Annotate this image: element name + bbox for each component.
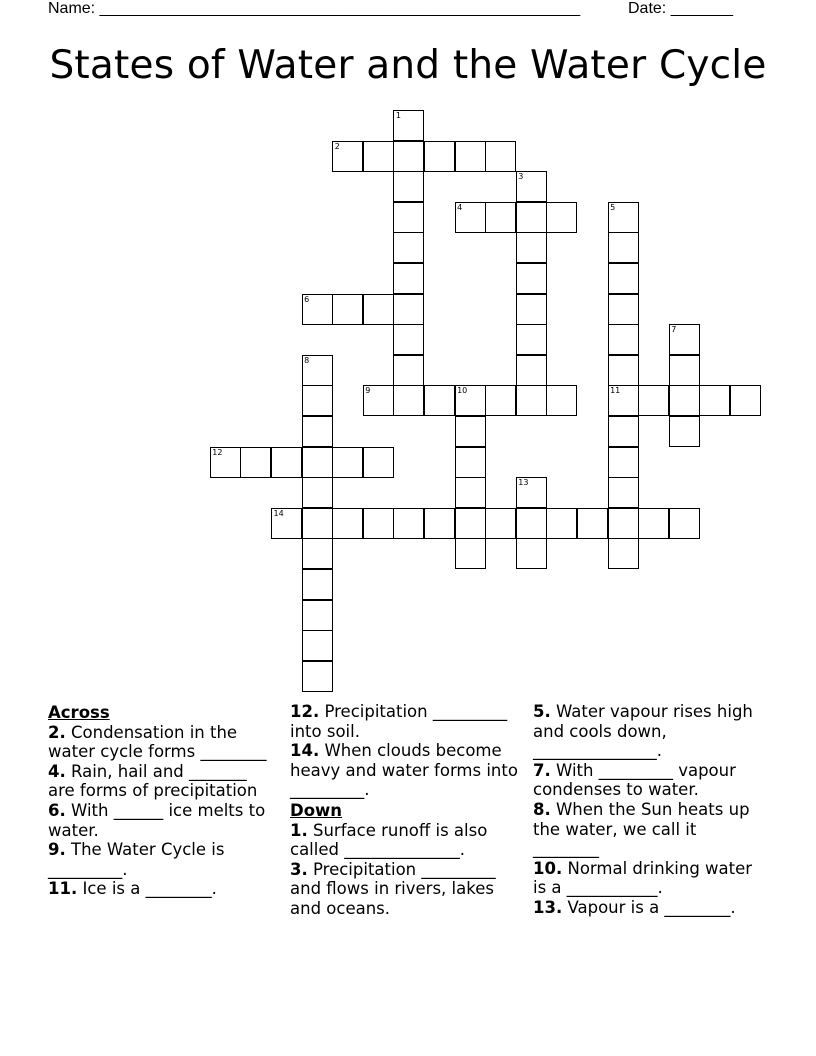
clue-item-number: 12. [290, 702, 320, 721]
grid-cell[interactable] [485, 202, 516, 233]
grid-cell[interactable] [608, 385, 639, 416]
grid-cell[interactable] [332, 447, 363, 478]
clue-item-number: 7. [533, 760, 551, 780]
clue-item-text: Precipitation _________ into soil. [290, 702, 508, 741]
clue-item-number: 9. [48, 840, 66, 860]
clue-number: 12 [212, 447, 223, 457]
grid-cell[interactable] [393, 141, 424, 172]
clue-item-text: With _________ vapour condenses to water. [533, 760, 736, 800]
grid-cell[interactable] [608, 324, 639, 355]
grid-cell[interactable] [455, 477, 486, 508]
clue-item-number: 6. [48, 800, 66, 820]
clue-number: 1 [395, 111, 401, 120]
grid-cell[interactable] [516, 355, 547, 386]
grid-cell[interactable] [302, 294, 333, 325]
clue-item-text: Vapour is a ________. [562, 897, 736, 917]
grid-cell[interactable] [638, 385, 669, 416]
clue-item-text: Water vapour rises high and cools down, _______________. [533, 702, 753, 761]
grid-cell[interactable] [546, 508, 577, 539]
clue-number: 5 [610, 202, 616, 212]
grid-cell[interactable] [608, 447, 639, 478]
clue-number: 10 [457, 386, 468, 396]
grid-cell[interactable] [455, 538, 486, 569]
clue-item-text: Ice is a ________. [77, 879, 217, 899]
clue-number: 4 [457, 202, 463, 212]
clue-item-number: 10. [533, 858, 563, 878]
grid-cell[interactable] [302, 600, 333, 631]
clue-number: 7 [671, 325, 677, 335]
clue-item [290, 821, 520, 860]
clue-number: 6 [304, 294, 310, 304]
grid-cell[interactable] [455, 508, 486, 539]
grid-cell[interactable] [302, 538, 333, 569]
grid-cell[interactable] [302, 477, 333, 508]
clue-item-number: 1. [290, 820, 308, 840]
grid-cell[interactable] [363, 294, 394, 325]
down-heading: Down [290, 800, 343, 820]
grid-cell[interactable] [516, 385, 547, 416]
grid-cell[interactable] [302, 416, 333, 447]
down-clue-list-continued [533, 702, 763, 918]
grid-cell[interactable] [393, 294, 424, 325]
grid-cell[interactable] [485, 141, 516, 172]
clue-item [48, 801, 268, 840]
grid-cell[interactable] [393, 385, 424, 416]
grid-cell[interactable] [455, 416, 486, 447]
grid-cell[interactable] [608, 232, 639, 263]
clue-item-text: Condensation in the water cycle forms ________ [48, 722, 267, 762]
clues-column-1 [48, 702, 268, 899]
clue-item [290, 702, 520, 741]
clue-item [533, 761, 763, 800]
grid-cell[interactable] [302, 569, 333, 600]
clue-number: 13 [518, 478, 529, 488]
clue-item [48, 840, 268, 879]
grid-cell[interactable] [669, 324, 700, 355]
grid-cell[interactable] [608, 355, 639, 386]
grid-cell[interactable] [516, 477, 547, 508]
grid-cell[interactable] [393, 232, 424, 263]
clue-item-number: 8. [533, 799, 551, 819]
grid-cell[interactable] [699, 385, 730, 416]
clue-item-number: 5. [533, 702, 551, 721]
clue-item [290, 860, 520, 919]
grid-cell[interactable] [669, 508, 700, 539]
grid-cell[interactable] [516, 171, 547, 202]
grid-cell[interactable] [608, 538, 639, 569]
clue-item [290, 741, 520, 800]
clue-number: 2 [334, 141, 340, 151]
grid-cell[interactable] [393, 324, 424, 355]
grid-cell[interactable] [455, 385, 486, 416]
date-field-label: Date: _______ [628, 0, 733, 17]
grid-cell[interactable] [363, 385, 394, 416]
clue-item-text: Surface runoff is also called ______________. [290, 820, 488, 860]
grid-cell[interactable] [485, 508, 516, 539]
grid-cell[interactable] [332, 141, 363, 172]
clue-item-number: 13. [533, 897, 563, 917]
clue-item [533, 702, 763, 761]
grid-cell[interactable] [608, 294, 639, 325]
grid-cell[interactable] [271, 508, 302, 539]
grid-cell[interactable] [302, 385, 333, 416]
grid-cell[interactable] [485, 385, 516, 416]
clue-item [533, 859, 763, 898]
grid-cell[interactable] [424, 385, 455, 416]
across-clue-list-continued [290, 702, 520, 800]
clue-item-text: With ______ ice melts to water. [48, 800, 266, 840]
clue-number: 11 [610, 386, 621, 396]
grid-cell[interactable] [424, 508, 455, 539]
grid-cell[interactable] [393, 202, 424, 233]
grid-cell[interactable] [608, 477, 639, 508]
grid-cell[interactable] [516, 538, 547, 569]
grid-cell[interactable] [302, 355, 333, 386]
clue-item-number: 14. [290, 741, 320, 761]
clue-item-number: 3. [290, 859, 308, 879]
grid-cell[interactable] [669, 355, 700, 386]
grid-cell[interactable] [608, 263, 639, 294]
grid-cell[interactable] [363, 447, 394, 478]
clues-column-2 [290, 702, 520, 919]
clue-number: 14 [273, 508, 284, 518]
grid-cell[interactable] [393, 110, 424, 141]
across-heading: Across [48, 703, 110, 722]
grid-cell[interactable] [455, 447, 486, 478]
grid-cell[interactable] [669, 416, 700, 447]
clue-number: 3 [518, 172, 524, 182]
clue-item [533, 898, 763, 918]
grid-cell[interactable] [271, 447, 302, 478]
clue-item [48, 762, 268, 801]
grid-cell[interactable] [608, 508, 639, 539]
grid-cell[interactable] [363, 508, 394, 539]
clue-item-text: Normal drinking water is a ___________. [533, 858, 753, 898]
grid-cell[interactable] [608, 416, 639, 447]
grid-cell[interactable] [516, 232, 547, 263]
grid-cell[interactable] [516, 324, 547, 355]
clue-number: 8 [304, 355, 310, 365]
grid-cell[interactable] [516, 508, 547, 539]
grid-cell[interactable] [302, 661, 333, 692]
grid-cell[interactable] [546, 202, 577, 233]
grid-cell[interactable] [455, 202, 486, 233]
grid-cell[interactable] [669, 385, 700, 416]
grid-cell[interactable] [393, 355, 424, 386]
grid-cell[interactable] [516, 263, 547, 294]
clue-number: 9 [365, 386, 371, 396]
grid-cell[interactable] [638, 508, 669, 539]
clues-column-3 [533, 702, 763, 918]
grid-cell[interactable] [455, 141, 486, 172]
grid-cell[interactable] [363, 141, 394, 172]
grid-cell[interactable] [577, 508, 608, 539]
clue-item-text: The Water Cycle is _________. [48, 840, 225, 879]
clue-item [48, 879, 268, 899]
down-clue-list [290, 821, 520, 919]
grid-cell[interactable] [302, 447, 333, 478]
across-clue-list [48, 723, 268, 899]
grid-cell[interactable] [393, 171, 424, 202]
grid-cell[interactable] [393, 263, 424, 294]
grid-cell[interactable] [332, 508, 363, 539]
grid-cell[interactable] [516, 294, 547, 325]
clue-item [48, 723, 268, 762]
clue-item-text: When the Sun heats up the water, we call it ________ [533, 799, 750, 859]
clue-item-text: Rain, hail and _______ are forms of precipitation [48, 761, 258, 801]
grid-cell[interactable] [393, 508, 424, 539]
grid-cell[interactable] [516, 202, 547, 233]
grid-cell[interactable] [302, 630, 333, 661]
grid-cell[interactable] [546, 385, 577, 416]
grid-cell[interactable] [424, 141, 455, 172]
grid-cell[interactable] [730, 385, 761, 416]
page-title: States of Water and the Water Cycle [49, 43, 767, 88]
clue-item [533, 800, 763, 859]
grid-cell[interactable] [210, 447, 241, 478]
clue-item-number: 11. [48, 879, 78, 899]
clue-item-number: 2. [48, 722, 66, 742]
clue-item-number: 4. [48, 761, 66, 781]
clue-item-text: Precipitation _________ and flows in rivers, lakes and oceans. [290, 859, 496, 918]
grid-cell[interactable] [240, 447, 271, 478]
grid-cell[interactable] [332, 294, 363, 325]
grid-cell[interactable] [608, 202, 639, 233]
grid-cell[interactable] [302, 508, 333, 539]
clue-item-text: When clouds become heavy and water forms into _________. [290, 741, 518, 800]
name-field-label: Name: ______________________________________________________ [48, 0, 581, 17]
